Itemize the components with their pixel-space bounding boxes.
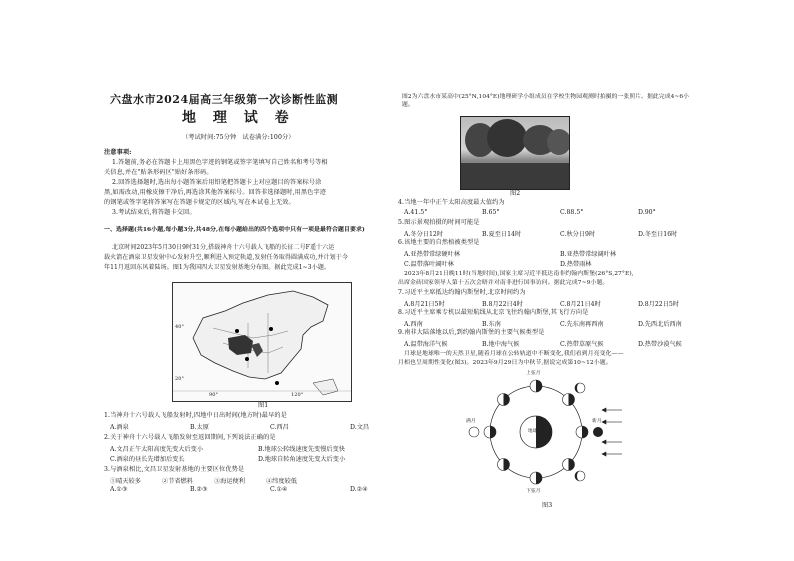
- question-text: 7.习近平主席抵达约翰内斯堡时,北京时间约为: [398, 289, 526, 296]
- note-line: 1.答题前,务必在答题卡上用黑色字迹的钢笔或签字笔填写自己姓名和考号等相: [112, 159, 328, 166]
- option: C.①④: [270, 486, 288, 493]
- option: C.秋分日9时: [560, 231, 596, 238]
- option: D.8月22日5时: [638, 301, 680, 308]
- latitude-label: 40°: [175, 324, 185, 330]
- option: B.地中海气候: [482, 341, 520, 348]
- intro-line: 载火箭在酒泉卫星发射中心发射升空,顺利进入预定轨道,发射任务取得圆满成功,并计划于今: [104, 254, 348, 261]
- option: D.地球自转角速度先变大后变小: [258, 456, 346, 463]
- phase-label: 满月: [466, 419, 476, 424]
- option: A.西南: [404, 321, 423, 328]
- option: A.冬分日12时: [404, 231, 444, 238]
- china-map-graphic: [173, 283, 351, 401]
- ground-shadow: [461, 163, 569, 189]
- figure-caption: 图3: [542, 502, 553, 509]
- launch-site-marker: [269, 327, 273, 331]
- option: B.②③: [190, 486, 208, 493]
- option: B.东南: [482, 321, 501, 328]
- phase-label: 下弦月: [526, 489, 541, 494]
- question-text: 3.与酒泉相比,文昌卫星发射基地的主要区位优势是: [104, 466, 245, 473]
- figure-caption: 图2: [510, 190, 521, 197]
- question-text: 1.当神舟十六号载人飞船发射时,四地中日出时间(地方时)最早的是: [104, 412, 287, 419]
- launch-site-marker: [235, 329, 239, 333]
- option: D.热带雨林: [560, 261, 592, 268]
- moon-phase-graphic: [466, 370, 626, 500]
- launch-site-marker: [245, 357, 249, 361]
- exam-title: 六盘水市2024届高三年级第一次诊断性监测: [110, 93, 339, 106]
- option: C.先东南再西南: [560, 321, 604, 328]
- earth-label: 地球: [528, 429, 538, 434]
- option: D.文昌: [350, 424, 370, 431]
- option: A.8月21日5时: [404, 301, 445, 308]
- option: B.夏至日14时: [482, 231, 522, 238]
- option: A.41.5°: [404, 209, 428, 216]
- note-line: 黑,如需改动,用橡皮擦干净后,再选涂其他答案标号。回答非选择题时,用黑色字迹: [104, 189, 327, 196]
- option: A.①③: [110, 486, 128, 493]
- option: C.8月21日4时: [560, 301, 601, 308]
- option: C.温带落叶阔叶林: [404, 261, 454, 268]
- option: D.先西北后西南: [638, 321, 682, 328]
- question-text: 9.南非大陆落地以后,到约翰内斯堡的主要气候类型是: [398, 329, 545, 336]
- moon-phase-diagram: [466, 370, 626, 500]
- intro-line: 2023年8月21日晚11时(当地时间),国家主席习近平抵达南非约翰内斯堡(26°S,27°E),: [404, 271, 634, 277]
- option: A.亚热带常绿硬叶林: [404, 251, 460, 258]
- intro-line: 月相也呈周期性变化(图3)。2023年9月29日为中秋节,据说完成第10~12小题。: [398, 360, 612, 366]
- question-text: 8.习近平主席乘专机以最短航线从北京飞往约翰内斯堡,其飞行方向是: [398, 309, 589, 316]
- tree-shape: [487, 119, 527, 157]
- intro-line: 年11月返回东风着陆场。图1为我国四大卫星发射基地分布图。据此完成1~3小题。: [104, 264, 331, 271]
- option: D.热带沙漠气候: [638, 341, 682, 348]
- note-line: 3.考试结束后,将答题卡交回。: [112, 209, 196, 216]
- figure-caption: 图1: [258, 402, 269, 409]
- section-header: 一、选择题(共16小题,每小题3分,共48分,在每小题给出的四个选项中只有一项是最符合题目要求): [104, 226, 365, 233]
- option: ②节省燃料: [162, 478, 193, 485]
- phase-label: 上弦月: [526, 371, 541, 376]
- intro-line: 出席金砖国家领导人第十五次会晤并对南非进行国事访问。据此完成7~9小题。: [398, 280, 609, 286]
- option: B.8月22日4时: [482, 301, 523, 308]
- note-line: 2.回答选择题时,选出每小题答案后用铅笔把答题卡上对应题目的答案标号涂: [112, 179, 322, 186]
- option: ③海运便利: [214, 478, 245, 485]
- option: C.88.5°: [560, 209, 584, 216]
- campus-photo: [460, 116, 570, 190]
- phase-label: 新月: [592, 419, 602, 424]
- option: B.太原: [190, 424, 209, 431]
- intro-paragraph: 图2为六盘水市某高中(25°N,104°E)地理研学小组成员在学校生物园观测时拍摄的一张照片。据此完成4~6小题。: [402, 94, 690, 108]
- notes-header: 注意事项:: [104, 149, 132, 156]
- intro-line: 月球是地球唯一的天然卫星,随着月球在公转轨道中不断变化,我们看到月亮变化——: [404, 351, 624, 357]
- option: C.西昌: [270, 424, 289, 431]
- longitude-label: 90°: [209, 392, 219, 398]
- option: D.冬至日16时: [638, 231, 678, 238]
- note-line: 关信息,并在"贴条形码区"贴好条形码。: [104, 169, 213, 176]
- exam-info: （考试时间:75分钟 试卷满分:100分）: [182, 134, 295, 141]
- sunlight-arrows: [602, 408, 622, 456]
- china-map-figure: [172, 282, 352, 402]
- tree-shape: [547, 129, 570, 155]
- latitude-label: 20°: [175, 376, 185, 382]
- option: ④纬度较低: [266, 478, 297, 485]
- option: C.酒泉的昼长先增加后变长: [110, 456, 185, 463]
- intro-line: 北京时间2023年5月30日9时31分,搭载神舟十六号载人飞船的长征二号F遥十六运: [112, 244, 335, 251]
- option: B.65°: [482, 209, 500, 216]
- question-text: 5.图示景观拍摄的时间可能是: [398, 219, 480, 226]
- question-text: 4.当地一年中正午太阳高度最大值约为: [398, 199, 505, 206]
- launch-site-marker: [275, 381, 279, 385]
- option: ①晴天较多: [110, 478, 141, 485]
- note-line: 的钢笔或签字笔将答案写在答题卡规定的区域内,写在本试卷上无效。: [104, 199, 295, 206]
- option: D.②④: [350, 486, 368, 493]
- option: B.亚热带常绿阔叶林: [560, 251, 617, 258]
- option: A.温带海洋气候: [404, 341, 448, 348]
- right-page: [398, 58, 748, 513]
- option: A.酒泉: [110, 424, 129, 431]
- question-text: 6.该地主要的自然植被类型是: [398, 239, 480, 246]
- subject-title: 地 理 试 卷: [182, 110, 295, 126]
- longitude-label: 120°: [291, 392, 304, 398]
- option: D.90°: [638, 209, 656, 216]
- option: A.文昌正午太阳高度先变大后变小: [110, 446, 204, 453]
- option: B.地球公转线速度先变慢后变快: [258, 446, 345, 453]
- question-text: 2.关于神舟十六号载人飞船发射至返回期间,下列说法正确的是: [104, 434, 276, 441]
- option: C.热带草原气候: [560, 341, 604, 348]
